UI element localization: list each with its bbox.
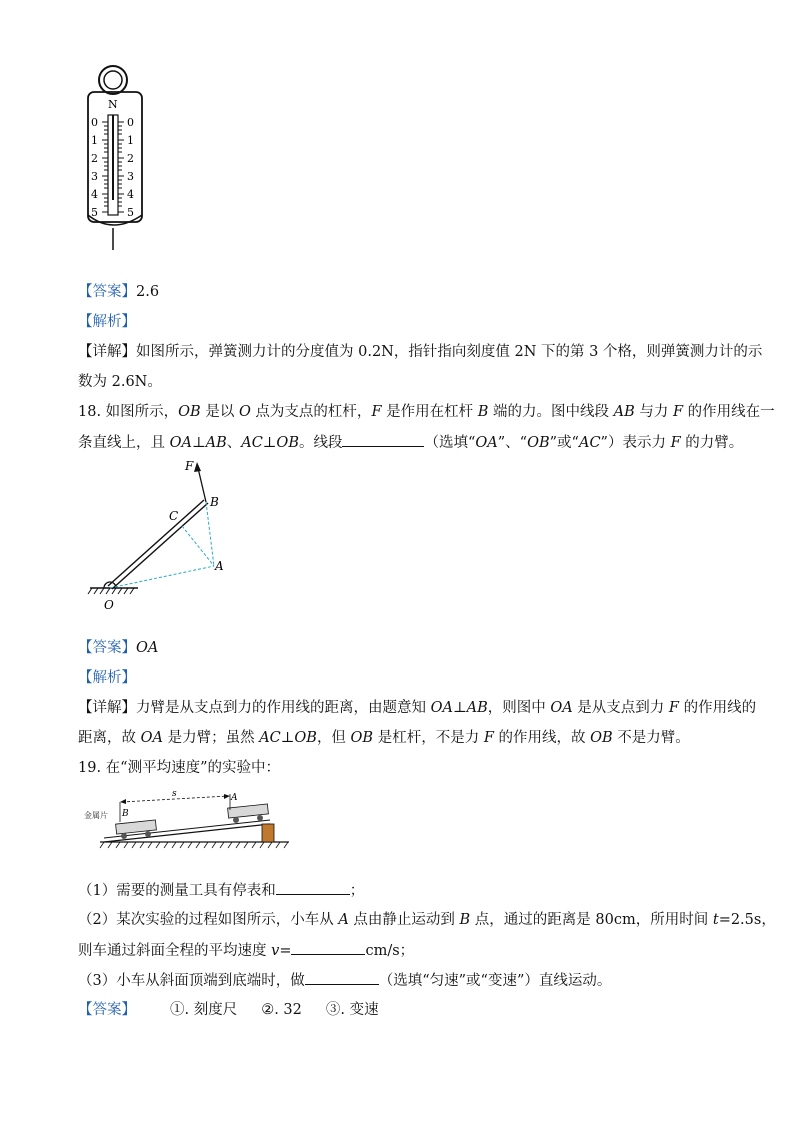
cart-B xyxy=(116,820,157,839)
label-C: C xyxy=(169,509,179,523)
q19-stem: 19. 在“测平均速度”的实验中： xyxy=(78,760,280,776)
q18-detail-cont: 距离，故 OA 是力臂；虽然 AC⊥OB，但 OB 是杠杆，不是力 F 的作用线，故 OB 不是力臂。 xyxy=(78,730,690,746)
lever-figure xyxy=(82,458,242,618)
cart-A xyxy=(228,804,269,823)
label-A: A xyxy=(231,793,238,803)
answer-blank[interactable] xyxy=(342,432,424,447)
scale-label-left: 1 xyxy=(91,134,98,147)
label-F: F xyxy=(185,459,194,473)
scale-label-left: 5 xyxy=(91,206,98,219)
scale-label-right: 3 xyxy=(127,170,134,183)
label-B: B xyxy=(122,809,129,819)
scale-label-right: 2 xyxy=(127,152,134,165)
label-A: A xyxy=(215,559,224,573)
scale-label-right: 4 xyxy=(127,188,134,201)
q18-answer: 【答案】OA xyxy=(78,640,159,656)
q18-stem-line2: 条直线上，且 OA⊥AB、AC⊥OB。线段 （选填“OA”、“OB”或“AC”）表示力 F 的力臂。 xyxy=(78,432,743,453)
q19-part2: （2）某次实验的过程如图所示，小车从 A 点由静止运动到 B 点，通过的距离是 80cm，所用时间 t=2.5s， xyxy=(78,912,776,928)
scale-label-right: 0 xyxy=(127,116,134,129)
spring-scale-figure xyxy=(80,60,150,255)
force-arrow xyxy=(198,468,206,502)
incline-figure xyxy=(84,786,294,852)
label-O: O xyxy=(104,598,114,612)
scale-label-right: 5 xyxy=(127,206,134,219)
label-s: s xyxy=(172,789,177,799)
q18-stem-line1: 18. 如图所示，OB 是以 O 点为支点的杠杆，F 是作用在杠杆 B 端的力。图中线段 AB 与力 F 的作用线在一 xyxy=(78,404,775,420)
q17-analysis: 【解析】 xyxy=(78,314,136,330)
q17-answer: 【答案】2.6 xyxy=(78,284,160,300)
answer-blank[interactable] xyxy=(291,940,365,955)
q17-detail: 【详解】如图所示，弹簧测力计的分度值为 0.2N，指针指向刻度值 2N 下的第 3 个格，则弹簧测力计的示 xyxy=(78,344,763,360)
scale-ring xyxy=(99,66,127,94)
scale-label-left: 3 xyxy=(91,170,98,183)
q19-part3: （3）小车从斜面顶端到底端时，做 （选填“匀速”或“变速”）直线运动。 xyxy=(78,970,611,991)
label-B: B xyxy=(210,495,219,509)
q19-part1: （1）需要的测量工具有停表和 ； xyxy=(78,880,364,901)
lever-rod xyxy=(108,500,204,586)
q18-analysis: 【解析】 xyxy=(78,670,136,686)
q19-answer: 【答案】 ①. 刻度尺 ②. 32 ③. 变速 xyxy=(78,1002,379,1018)
support-block xyxy=(262,824,274,842)
scale-label-left: 2 xyxy=(91,152,98,165)
scale-label-left: 4 xyxy=(91,188,98,201)
q17-detail-cont: 数为 2.6N。 xyxy=(78,374,162,390)
label-metal-plate: 金属片 xyxy=(84,811,108,820)
q18-detail: 【详解】力臂是从支点到力的作用线的距离，由题意知 OA⊥AB，则图中 OA 是从支点到力 F 的作用线的 xyxy=(78,700,757,716)
answer-blank[interactable] xyxy=(305,970,379,985)
scale-label-left: 0 xyxy=(91,116,98,129)
scale-unit: N xyxy=(108,98,118,111)
q19-part2-cont: 则车通过斜面全程的平均速度 v= cm/s； xyxy=(78,940,414,961)
answer-blank[interactable] xyxy=(276,880,350,895)
scale-label-right: 1 xyxy=(127,134,134,147)
